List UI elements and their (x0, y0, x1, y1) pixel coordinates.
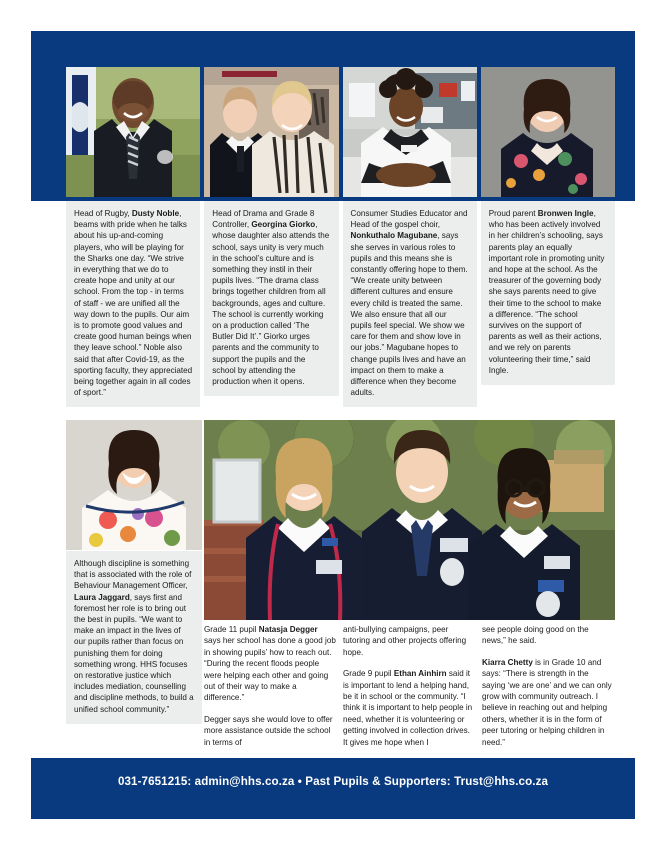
caption-nonkuthalo-magubane (343, 201, 477, 407)
caption-person-name: Nonkuthalo Magubane (350, 231, 438, 241)
caption-dusty-noble (66, 201, 200, 407)
caption-person-name: Bronwen Ingle (537, 209, 594, 218)
caption-lead: Head of Rugby, (74, 209, 132, 218)
photo-pupils-group (204, 420, 615, 620)
bottom-text-columns (204, 624, 615, 748)
footer-contact-line: 031-7651215: admin@hhs.co.za • Past Pupils & Supporters: Trust@hhs.co.za (117, 774, 549, 788)
paragraph (343, 624, 475, 658)
paragraph (204, 624, 336, 704)
caption-lead: Although discipline is something that is associated with the role of Behaviour Management Officer, (74, 559, 192, 591)
caption-bronwen-ingle (481, 201, 615, 385)
paragraph-person-name: Kiarra Chetty (482, 657, 533, 667)
paragraph (482, 624, 614, 647)
top-photo-row (66, 67, 615, 197)
photo-georgina-giorko (204, 67, 338, 197)
paragraph (204, 714, 336, 748)
top-caption-row (66, 201, 615, 407)
caption-body: , who has been actively involved in her children’s schooling, says parents play an equally important role in promoting unity and hope at the school. As the treasurer of the governing body she says parents need to give their time to the school to make a difference. “The school survives on the support of parents as well as their actions, and we rely on parents volunteering their time,” said Ingle. (488, 209, 605, 375)
photo-nonkuthalo-magubane (343, 67, 477, 197)
caption-person-name: Laura Jaggard (74, 592, 130, 602)
caption-body: , whose daughter also attends the school, says unity is very much in the school’s culture and is something they instil in their pupils lives. “The drama class brings together children from all backgrounds, ages and culture. The school is currently working on a production called ‘The Butler Did It’.” Giorko urges parents and the community to support the pupils and the school by attending the production when it opens. (212, 220, 330, 387)
bottom-column-3 (482, 624, 614, 748)
paragraph-body: is in Grade 10 and says: “There is strength in the saying ‘we are one’ and we can only grow with community outreach. I believe in reaching out and helping others, whether it is in the form of peer tutoring or helping children in need.” (482, 657, 612, 747)
caption-lead: Proud parent (488, 209, 538, 218)
caption-person-name: Dusty Noble (131, 209, 180, 218)
caption-georgina-giorko (204, 201, 338, 396)
caption-lead: Head of Drama and Grade 8 Controller, (212, 209, 315, 230)
bottom-column-2 (343, 624, 475, 748)
paragraph-body: see people doing good on the news,” he said. (482, 625, 589, 646)
photo-laura-jaggard (66, 420, 202, 550)
paragraph-body: Degger says she would love to offer more assistance outside the school in terms of (204, 714, 333, 747)
bottom-column-1 (204, 624, 336, 748)
caption-body: , says first and foremost her role is to bring out the best in pupils. “We want to make an impact in the lives of our pupils rather than focus on punishing them for doing something wrong. HHS focuses on restorative justice which includes mediation, counselling and discipline methods, to build a unified school community.” (74, 592, 194, 714)
paragraph-person-name: Natasja Degger (258, 625, 318, 634)
caption-lead: Consumer Studies Educator and Head of the gospel choir, (350, 209, 468, 230)
caption-body: , beams with pride when he talks about his up-and-coming players, who will be playing for the Sharks one day. “We strive in everything that we do to create hope and unity at our school. From the top - in terms of staff - we are unified all the way down to the pupils. Our aim is to promote good values and create good human beings when they leave school.” Noble also said that after Covid-19, as the sporting faculty, they appreciated being together again in all codes of sport.” (74, 209, 193, 398)
paragraph (482, 657, 614, 748)
paragraph-body: anti-bullying campaigns, peer tutoring and other projects offering hope. (343, 625, 467, 657)
paragraph-body: says her school has done a good job in showing pupils’ how to reach out. “During the recent floods people were helping each other and going out of their way to make a difference.” (204, 636, 336, 703)
paragraph-body: said it is important to lend a helping hand, be it in school or the community. “I think it is important to help people in need, whether it is volunteering or getting involved in collection drives. It gives me hope when I (343, 669, 473, 747)
caption-person-name: Georgina Giorko (251, 220, 316, 230)
paragraph (343, 668, 475, 748)
paragraph-lead: Grade 11 pupil (204, 625, 259, 634)
photo-bronwen-ingle (481, 67, 615, 197)
paragraph-lead: Grade 9 pupil (343, 669, 394, 679)
caption-laura-jaggard (66, 551, 202, 724)
paragraph-person-name: Ethan Ainhirn (393, 669, 447, 679)
caption-body: , says she serves in various roles to pupils and this means she is constantly offering hope to them. “We create unity between different cultures and ensure every child is treated the same. We also ensure that all our pupils feel special. We show we care for them and show love in our jobs.” Magubane hopes to change pupils lives and have an impact on them to make a difference when they become adults. (350, 231, 468, 398)
photo-dusty-noble (66, 67, 200, 197)
